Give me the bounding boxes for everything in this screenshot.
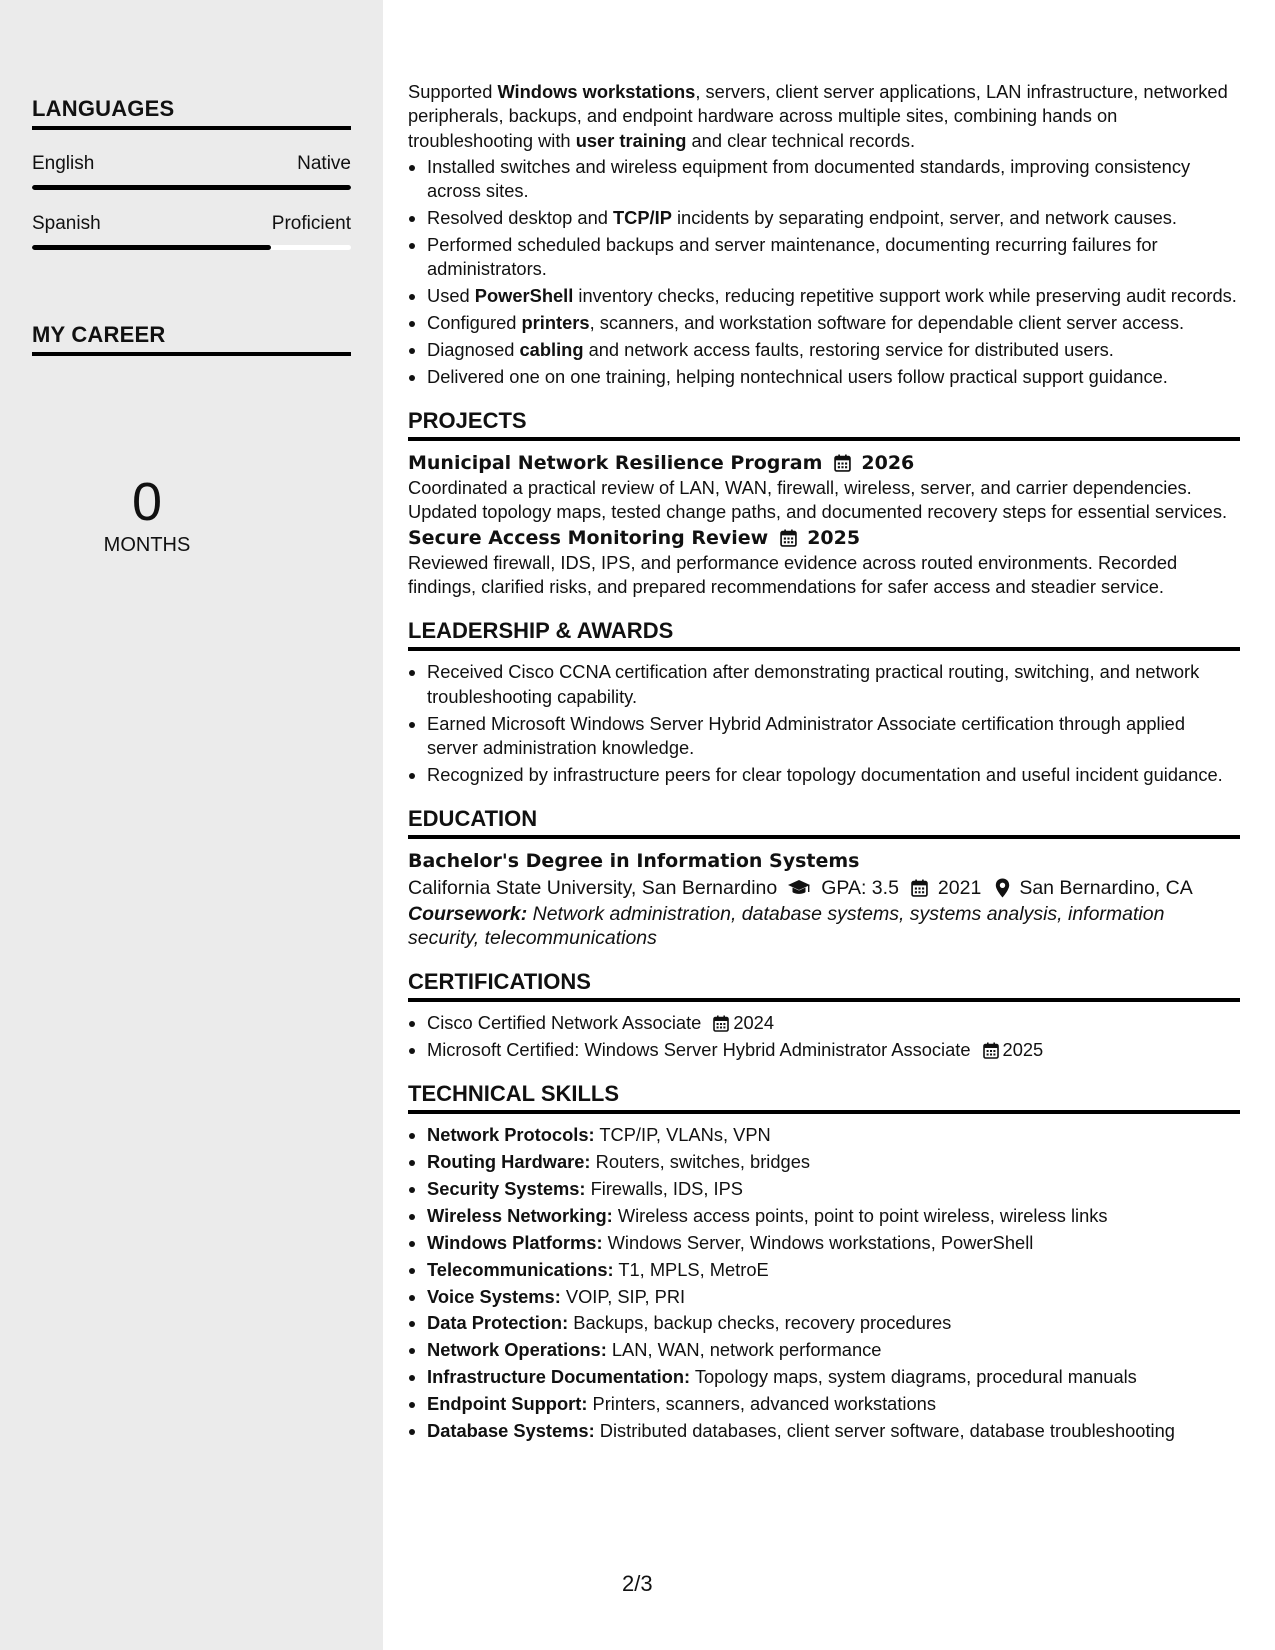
certification-year: 2025	[1002, 1038, 1044, 1060]
calendar-icon	[911, 879, 928, 897]
degree-title	[408, 848, 1240, 874]
bold-text: printers	[521, 312, 590, 334]
experience-bullet	[427, 365, 1240, 389]
skill-label: Network Operations:	[427, 1339, 607, 1361]
certification-row	[427, 1038, 1240, 1062]
project-entry	[408, 525, 1240, 600]
career-heading: MY CAREER	[32, 320, 351, 356]
certification-item	[427, 1038, 1240, 1062]
bold-text: user training	[575, 129, 687, 151]
skill-label: Routing Hardware:	[427, 1151, 591, 1173]
graduation-year: 2021	[937, 876, 982, 899]
experience-bullet	[427, 206, 1240, 230]
skill-value: TCP/IP, VLANs, VPN	[594, 1124, 771, 1146]
text-run: incidents by separating endpoint, server, and network causes.	[671, 207, 1177, 229]
certification-row	[427, 1011, 1240, 1035]
text-run: , servers, client server applications, LAN infrastructure, networked peripherals, backups, and endpoint hardware across multiple sites, combining hands on troubleshooting with	[408, 81, 1228, 151]
text-run: Performed scheduled backups and server maintenance, documenting recurring failures for administrators.	[427, 233, 1158, 280]
language-row	[32, 152, 351, 176]
project-description: Reviewed firewall, IDS, IPS, and performance evidence across routed environments. Recorded findings, clarified risks, and prepared recommendations for safer access and steadier service.	[408, 551, 1178, 598]
experience-bullet	[427, 284, 1240, 308]
certification-item	[427, 1011, 1240, 1035]
skill-item	[427, 1419, 1240, 1443]
calendar-icon	[983, 1042, 999, 1059]
skill-item	[427, 1204, 1240, 1228]
bold-text: Windows workstations	[497, 81, 696, 102]
languages-list	[32, 152, 351, 250]
page-number: 2/3	[622, 1571, 653, 1596]
skill-item	[427, 1258, 1240, 1282]
skill-label: Wireless Networking:	[427, 1204, 613, 1226]
text-run: Delivered one on one training, helping nontechnical users follow practical support guidance.	[427, 365, 1168, 387]
calendar-icon	[780, 529, 797, 547]
location-pin-icon	[995, 878, 1010, 898]
language-name: Spanish	[32, 213, 101, 234]
language-item	[32, 152, 351, 190]
certification-year: 2024	[733, 1011, 774, 1033]
language-name: English	[32, 153, 95, 174]
coursework-text: Network administration, database systems, systems analysis, information security, telecommunications	[408, 902, 1165, 949]
coursework-label: Coursework:	[408, 902, 528, 925]
language-bar	[32, 185, 351, 190]
career-unit: MONTHS	[103, 534, 191, 556]
career-duration	[0, 474, 294, 558]
experience-bullet	[427, 155, 1240, 204]
skill-value: T1, MPLS, MetroE	[613, 1258, 769, 1280]
language-row	[32, 212, 351, 236]
bold-text: TCP/IP	[612, 207, 672, 229]
school-name: California State University, San Bernardino	[408, 876, 778, 899]
project-year: 2025	[807, 526, 861, 549]
project-year: 2026	[861, 452, 915, 475]
graduation-cap-icon	[787, 879, 811, 897]
experience-bullet	[427, 338, 1240, 362]
text-run: Resolved desktop and	[427, 207, 613, 229]
skill-value: Routers, switches, bridges	[590, 1151, 810, 1173]
skill-item	[427, 1338, 1240, 1362]
list-item: • Received Cisco CCNA certification after demonstrating practical routing, switching, and network troubleshooting capability.	[427, 660, 1240, 709]
calendar-icon	[834, 454, 851, 472]
skill-item	[427, 1177, 1240, 1201]
projects-heading: PROJECTS	[408, 407, 1240, 441]
text-run: Configured	[427, 312, 522, 334]
calendar-icon	[713, 1015, 729, 1032]
skill-item	[427, 1311, 1240, 1335]
experience-intro	[408, 80, 1240, 153]
text-run: Used	[427, 285, 475, 307]
skill-value: Distributed databases, client server software, database troubleshooting	[594, 1419, 1175, 1441]
list-item: • Recognized by infrastructure peers for clear topology documentation and useful incident guidance.	[427, 763, 1240, 787]
text-run: Supported	[408, 81, 498, 102]
skill-label: Infrastructure Documentation:	[427, 1366, 691, 1388]
project-description: Coordinated a practical review of LAN, WAN, firewall, wireless, server, and carrier dependencies. Updated topology maps, tested change paths, and documented recovery steps for essential services.	[408, 477, 1228, 523]
skill-value: Printers, scanners, advanced workstations	[587, 1393, 936, 1415]
project-name: Municipal Network Resilience Program	[408, 452, 823, 475]
certification-name: • Microsoft Certified: Windows Server Hybrid Administrator Associate	[427, 1038, 971, 1060]
skill-item	[427, 1123, 1240, 1147]
skill-value: VOIP, SIP, PRI	[560, 1285, 686, 1307]
school-location: San Bernardino, CA	[1019, 876, 1193, 899]
leadership-heading: LEADERSHIP & AWARDS	[408, 617, 1240, 651]
languages-heading: LANGUAGES	[32, 94, 351, 130]
project-title-row	[408, 450, 1240, 476]
language-bar	[32, 245, 351, 250]
skill-value: LAN, WAN, network performance	[606, 1339, 882, 1361]
language-bar-fill	[32, 185, 351, 190]
project-name: Secure Access Monitoring Review	[408, 526, 769, 549]
skill-item	[427, 1392, 1240, 1416]
gpa: GPA: 3.5	[821, 876, 899, 899]
certifications-heading: CERTIFICATIONS	[408, 968, 1240, 1002]
education-details	[408, 874, 1240, 902]
experience-bullet	[427, 311, 1240, 335]
text-run: Installed switches and wireless equipment from documented standards, improving consistency across sites.	[427, 155, 1191, 202]
sidebar	[0, 0, 383, 1650]
skill-label: Endpoint Support:	[427, 1393, 588, 1415]
coursework	[408, 902, 1240, 950]
skills-heading: TECHNICAL SKILLS	[408, 1080, 1240, 1114]
leadership-list	[408, 660, 1240, 787]
skill-value: Wireless access points, point to point wireless, wireless links	[612, 1204, 1108, 1226]
list-item: • Earned Microsoft Windows Server Hybrid Administrator Associate certification through applied server administration knowledge.	[427, 712, 1240, 761]
experience-bullet	[427, 233, 1240, 282]
degree-name: Bachelor's Degree in Information Systems	[408, 849, 860, 872]
skill-label: Telecommunications:	[427, 1258, 614, 1280]
skill-item	[427, 1285, 1240, 1309]
certifications-list	[408, 1011, 1240, 1062]
skill-item	[427, 1365, 1240, 1389]
skill-label: Security Systems:	[427, 1177, 586, 1199]
bold-text: cabling	[519, 338, 584, 360]
skills-list	[408, 1123, 1240, 1443]
skill-label: Network Protocols:	[427, 1124, 595, 1146]
skill-label: Database Systems:	[427, 1419, 595, 1441]
text-run: inventory checks, reducing repetitive support work while preserving audit records.	[573, 285, 1237, 307]
text-run: Diagnosed	[427, 338, 520, 360]
main-content	[408, 80, 1240, 1446]
certification-name: • Cisco Certified Network Associate	[427, 1011, 702, 1033]
skill-value: Topology maps, system diagrams, procedural manuals	[690, 1366, 1137, 1388]
skill-item	[427, 1150, 1240, 1174]
text-run: , scanners, and workstation software for dependable client server access.	[589, 312, 1185, 334]
language-bar-fill	[32, 245, 271, 250]
skill-label: Windows Platforms:	[427, 1231, 603, 1253]
project-title-row	[408, 525, 1240, 551]
education-heading: EDUCATION	[408, 805, 1240, 839]
skill-value: Windows Server, Windows workstations, PowerShell	[602, 1231, 1034, 1253]
language-item	[32, 212, 351, 250]
skill-value: Backups, backup checks, recovery procedures	[568, 1312, 952, 1334]
project-entry	[408, 450, 1240, 525]
skill-label: Data Protection:	[427, 1312, 569, 1334]
skill-label: Voice Systems:	[427, 1285, 561, 1307]
skill-item	[427, 1231, 1240, 1255]
language-level: Native	[297, 153, 351, 174]
language-level: Proficient	[271, 213, 351, 234]
bold-text: PowerShell	[474, 285, 574, 307]
text-run: and network access faults, restoring service for distributed users.	[583, 338, 1114, 360]
skill-value: Firewalls, IDS, IPS	[585, 1177, 743, 1199]
text-run: and clear technical records.	[686, 129, 916, 151]
career-number: 0	[131, 472, 163, 532]
experience-bullets	[408, 155, 1240, 389]
